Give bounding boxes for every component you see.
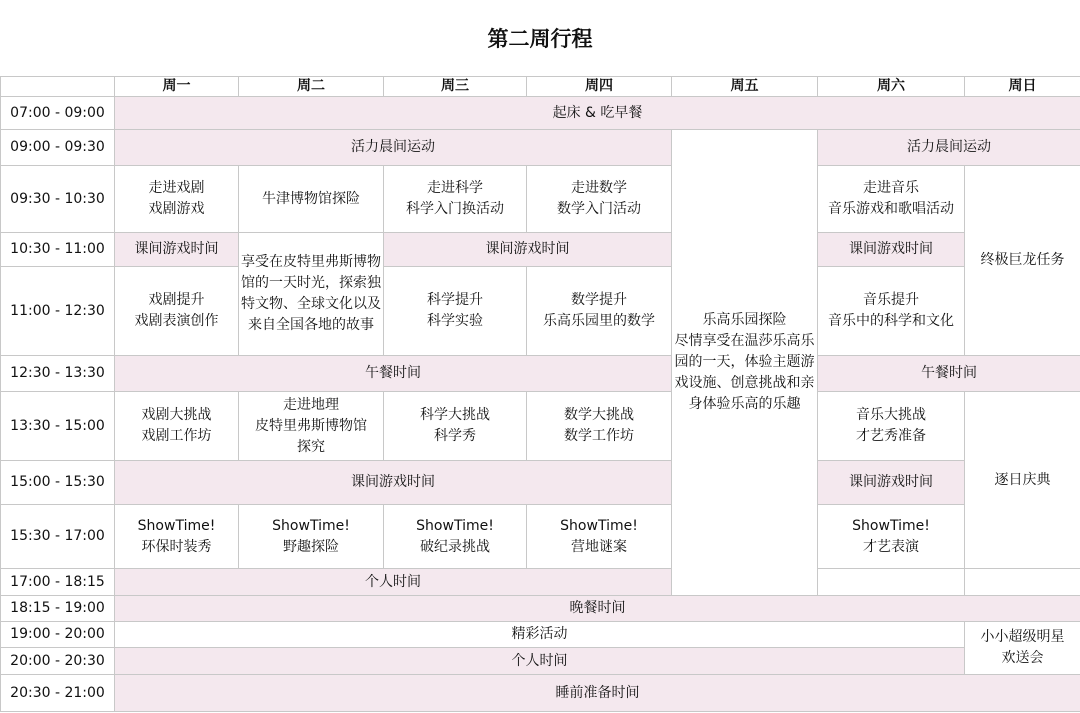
activity-line: ShowTime! <box>272 517 350 534</box>
time-slot: 20:30 - 21:00 <box>1 675 115 712</box>
table-row <box>1 97 1080 130</box>
activity-cell: 课间游戏时间 <box>818 461 965 505</box>
activity-cell: 享受在皮特里弗斯博物馆的一天时光，探索独特文物、全球文化以及来自全国各地的故事 <box>239 233 384 356</box>
time-slot: 09:30 - 10:30 <box>1 166 115 233</box>
activity-cell <box>239 392 384 461</box>
activity-line: ShowTime! <box>560 517 638 534</box>
day-header: 周二 <box>239 77 384 97</box>
time-slot: 20:00 - 20:30 <box>1 648 115 675</box>
activity-line: 戏剧大挑战 <box>141 407 212 423</box>
activity-cell: 课间游戏时间 <box>115 233 239 267</box>
time-slot: 15:00 - 15:30 <box>1 461 115 505</box>
activity-cell: 起床 & 吃早餐 <box>115 97 1080 130</box>
activity-line: 才艺表演 <box>863 538 919 555</box>
activity-line: 戏剧游戏 <box>148 201 205 217</box>
activity-cell <box>384 392 527 461</box>
friday-description: 尽情享受在温莎乐高乐园的一天，体验主题游戏设施、创意挑战和亲身体验乐高的乐趣 <box>674 333 815 412</box>
time-slot: 12:30 - 13:30 <box>1 356 115 392</box>
activity-cell-friday <box>672 130 818 596</box>
activity-line: 走进戏剧 <box>148 180 205 196</box>
activity-cell <box>115 267 239 356</box>
table-row <box>1 569 1080 596</box>
activity-line: 欢送会 <box>1001 650 1044 666</box>
activity-line: 数学入门活动 <box>557 201 641 217</box>
table-row <box>1 675 1080 712</box>
activity-line: 小小超级明星 <box>980 629 1065 645</box>
activity-cell: 精彩活动 <box>115 622 965 648</box>
activity-cell: 牛津博物馆探险 <box>239 166 384 233</box>
time-slot: 10:30 - 11:00 <box>1 233 115 267</box>
activity-line: 音乐中的科学和文化 <box>828 313 954 329</box>
table-row <box>1 356 1080 392</box>
time-slot: 07:00 - 09:00 <box>1 97 115 130</box>
activity-cell <box>965 622 1080 675</box>
activity-cell <box>818 505 965 569</box>
activity-cell: 个人时间 <box>115 648 965 675</box>
activity-cell <box>115 392 239 461</box>
activity-cell: 活力晨间运动 <box>115 130 672 166</box>
table-row <box>1 648 1080 675</box>
table-row <box>1 622 1080 648</box>
activity-cell <box>527 267 672 356</box>
day-header: 周三 <box>384 77 527 97</box>
table-row <box>1 130 1080 166</box>
day-header: 周四 <box>527 77 672 97</box>
empty-cell <box>818 569 965 596</box>
activity-line: 音乐提升 <box>863 292 919 308</box>
activity-cell: 睡前准备时间 <box>115 675 1080 712</box>
header-row <box>1 77 1080 97</box>
activity-line: 科学大挑战 <box>420 407 490 423</box>
activity-cell: 活力晨间运动 <box>818 130 1080 166</box>
activity-cell: 课间游戏时间 <box>818 233 965 267</box>
activity-cell: 个人时间 <box>115 569 672 596</box>
activity-cell <box>527 505 672 569</box>
activity-line: 走进地理 <box>283 396 339 413</box>
time-slot: 15:30 - 17:00 <box>1 505 115 569</box>
activity-cell <box>818 166 965 233</box>
activity-line: 皮特里弗斯博物馆 <box>255 417 367 434</box>
table-row <box>1 166 1080 233</box>
time-slot: 13:30 - 15:00 <box>1 392 115 461</box>
schedule-table <box>0 76 1080 712</box>
corner-cell <box>1 77 115 97</box>
activity-line: 戏剧工作坊 <box>141 428 212 444</box>
activity-line: 野趣探险 <box>283 538 339 555</box>
activity-line: 走进音乐 <box>863 180 919 196</box>
activity-line: 走进数学 <box>571 180 627 196</box>
day-header: 周一 <box>115 77 239 97</box>
time-slot: 18:15 - 19:00 <box>1 596 115 622</box>
activity-cell <box>818 267 965 356</box>
activity-cell <box>527 392 672 461</box>
table-row <box>1 505 1080 569</box>
activity-line: 音乐游戏和歌唱活动 <box>828 201 954 217</box>
table-row <box>1 267 1080 356</box>
activity-line: 音乐大挑战 <box>856 407 926 423</box>
activity-cell <box>527 166 672 233</box>
activity-cell <box>818 392 965 461</box>
activity-cell <box>384 267 527 356</box>
activity-line: 戏剧表演创作 <box>134 313 219 329</box>
activity-line: 科学入门换活动 <box>406 201 504 217</box>
activity-cell: 午餐时间 <box>818 356 1080 392</box>
table-row <box>1 392 1080 461</box>
activity-line: 数学工作坊 <box>564 428 634 444</box>
activity-line: 营地谜案 <box>571 538 627 555</box>
day-header: 周六 <box>818 77 965 97</box>
activity-line: 乐高乐园里的数学 <box>543 313 655 329</box>
activity-line: 戏剧提升 <box>148 292 205 308</box>
friday-title: 乐高乐园探险 <box>702 312 787 328</box>
table-row <box>1 461 1080 505</box>
time-slot: 17:00 - 18:15 <box>1 569 115 596</box>
activity-line: 数学大挑战 <box>564 407 634 423</box>
activity-cell <box>115 166 239 233</box>
activity-cell: 课间游戏时间 <box>115 461 672 505</box>
activity-line: ShowTime! <box>416 517 494 534</box>
empty-cell <box>965 569 1080 596</box>
activity-line: 破纪录挑战 <box>420 538 490 555</box>
page-title: 第二周行程 <box>487 27 593 51</box>
activity-cell <box>115 505 239 569</box>
activity-cell <box>239 505 384 569</box>
day-header: 周日 <box>965 77 1080 97</box>
time-slot: 19:00 - 20:00 <box>1 622 115 648</box>
activity-cell: 逐日庆典 <box>965 392 1080 569</box>
activity-line: 科学提升 <box>427 292 483 308</box>
time-slot: 09:00 - 09:30 <box>1 130 115 166</box>
activity-cell: 午餐时间 <box>115 356 672 392</box>
activity-line: 数学提升 <box>571 292 627 308</box>
activity-cell <box>384 166 527 233</box>
activity-line: 科学秀 <box>434 428 476 444</box>
activity-line: 环保时装秀 <box>141 538 212 555</box>
activity-line: 科学实验 <box>427 313 483 329</box>
activity-cell: 课间游戏时间 <box>384 233 672 267</box>
activity-line: 才艺秀准备 <box>856 428 926 444</box>
activity-cell <box>384 505 527 569</box>
activity-cell: 终极巨龙任务 <box>965 166 1080 356</box>
day-header: 周五 <box>672 77 818 97</box>
activity-line: 走进科学 <box>427 180 483 196</box>
time-slot: 11:00 - 12:30 <box>1 267 115 356</box>
activity-cell: 晚餐时间 <box>115 596 1080 622</box>
table-row <box>1 233 1080 267</box>
activity-line: 探究 <box>297 438 325 455</box>
table-row <box>1 596 1080 622</box>
activity-line: ShowTime! <box>137 517 216 534</box>
activity-line: ShowTime! <box>852 517 930 534</box>
